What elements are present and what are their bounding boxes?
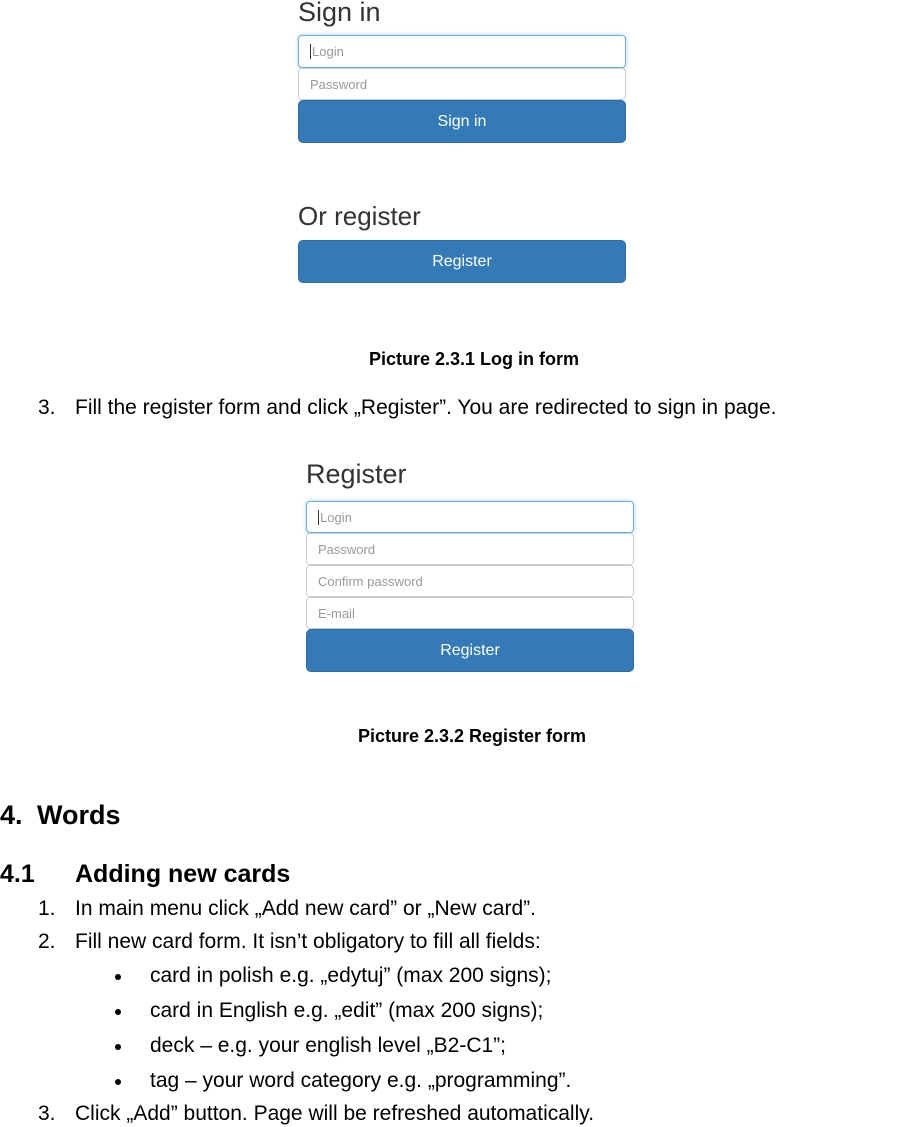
step-number: 2. xyxy=(38,930,56,953)
signin-button[interactable]: Sign in xyxy=(298,100,626,143)
subsection-title: Adding new cards xyxy=(75,860,291,888)
register-submit-button[interactable]: Register xyxy=(306,629,634,672)
bullet-icon xyxy=(115,1044,121,1050)
password-input[interactable]: Password xyxy=(298,68,626,100)
bullet-icon xyxy=(115,1009,121,1015)
step-number: 1. xyxy=(38,897,56,920)
subsection-number: 4.1 xyxy=(0,860,35,888)
section-number: 4. xyxy=(0,800,23,830)
caption-register-form: Picture 2.3.2 Register form xyxy=(357,726,587,746)
bullet-text: card in polish e.g. „edytuj” (max 200 signs); xyxy=(150,964,552,987)
bullet-icon xyxy=(115,1079,121,1085)
register-title: Register xyxy=(306,459,407,489)
bullet-text: tag – your word category e.g. „programming”. xyxy=(150,1069,572,1092)
or-register-heading: Or register xyxy=(298,201,421,231)
section-title: Words xyxy=(37,800,121,830)
step-text: Click „Add” button. Page will be refreshed automatically. xyxy=(75,1102,595,1125)
register-password-input[interactable]: Password xyxy=(306,533,634,565)
email-input[interactable]: E-mail xyxy=(306,597,634,629)
step-text: Fill the register form and click „Register”. You are redirected to sign in page. xyxy=(75,396,777,419)
step-number: 3. xyxy=(38,1102,56,1125)
register-button[interactable]: Register xyxy=(298,240,626,283)
bullet-text: card in English e.g. „edit” (max 200 signs); xyxy=(150,999,544,1022)
bullet-text: deck – e.g. your english level „B2-C1”; xyxy=(150,1034,507,1057)
register-login-input[interactable]: Login xyxy=(306,501,634,533)
bullet-icon xyxy=(115,974,121,980)
step-text: Fill new card form. It isn’t obligatory to fill all fields: xyxy=(75,930,541,953)
step-number: 3. xyxy=(38,396,56,419)
caption-login-form: Picture 2.3.1 Log in form xyxy=(368,349,580,369)
login-input[interactable]: Login xyxy=(298,35,626,68)
confirm-password-input[interactable]: Confirm password xyxy=(306,565,634,597)
step-text: In main menu click „Add new card” or „New card”. xyxy=(75,897,536,920)
signin-title: Sign in xyxy=(298,0,381,27)
